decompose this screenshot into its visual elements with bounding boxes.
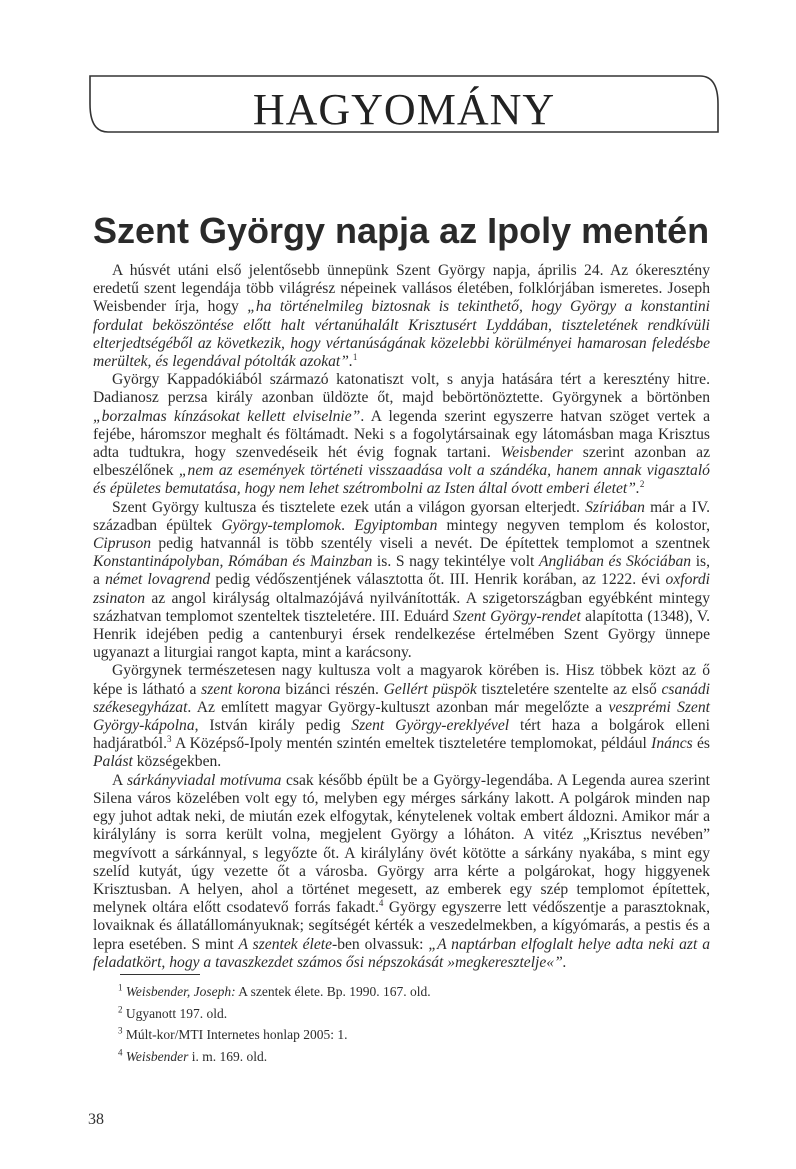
footnote-divider: [120, 974, 200, 975]
footnote-ref[interactable]: 2: [639, 479, 645, 490]
footnote: $^4$ Weisbender i. m. 169. old.: [118, 1047, 268, 1064]
footnote: $^3$ Múlt-kor/MTI Internetes honlap 2005: 1.: [118, 1025, 348, 1042]
footnote: $^2$ Ugyanott 197. old.: [118, 1004, 228, 1021]
paragraph-1: A húsvét utáni első jelentősebb ünnepünk Szent György napja, április 24. Az ókeresztény eredetű szent legendája több világrész népeinek vallásos életében, folklórjában ismeretes. Joseph Weisbender írja, hogy „ha történelmileg biztosnak is tekinthető, hogy György a konstantini fordulat beköszöntése előtt halt vértanúhalált Krisztusért Lyddában, tiszteletének rendkívüli elterjedtségéből az következik, hogy vértanúságának közelebbi körülményei hamarosan feledésbe merültek, és legendával pótolták azokat”.$^1$: [93, 262, 710, 371]
article-body: [93, 262, 710, 972]
page-number: 38: [88, 1111, 104, 1128]
paragraph-5: A sárkányviadal motívuma csak később épült be a György-legendába. A Legenda aurea szerint Silena város közelében volt egy tó, melyben egy mérges sárkány lakott. A polgárok minden nap egy juhot adtak neki, de miután ezek elfogytak, kénytelenek voltak embert áldozni. Amikor már a királylány is sorra került volna, megjelent György a lóháton. A vitéz „Krisztus nevében” megvívott a sárkánnyal, s legyőzte őt. A királylány övét kötötte a sárkány nyakába, s mint egy szelíd kutyát, úgy vezette őt a városba. György arra kérte a polgárokat, hogy higgyenek Krisztusban. A helyen, ahol a történet megesett, az emberek egy szép templomot építettek, melynek oltára előtt csodatevő forrás fakadt.$^4$ György egyszerre lett védőszentje a parasztoknak, lovaiknak és állatállományuknak; segítségét kérték a veszedelmekben, a kígyómarás, a pestis és a lepra esetében. S mint A szentek élete-ben olvassuk: „A naptárban elfoglalt helye adta neki azt a feladatkört, hogy a tavaszkezdet számos ősi népszokását »megkeresztelje«”.: [93, 771, 711, 971]
footnote-ref[interactable]: 3: [167, 734, 172, 745]
paragraph-2: György Kappadókiából származó katonatiszt volt, s anyja hatására tért a keresztény hitre. Dadianosz perzsa király azonban üldözte őt, majd bebörtönöztette. Györgynek a börtönben „borzalmas kínzásokat kellett elviselnie”. A legenda szerint egyszerre hatvan szöget vertek a fejébe, háromszor meghalt és föltámadt. Neki s a fogolytársainak egy látomásban maga Krisztus adta tudtukra, hogy szenvedéseik hét évig fognak tartani. Weisbender szerint azonban az elbeszélőnek „nem az események történeti visszaadása volt a szándéka, hanem annak vigasztaló és épületes bemutatása, hogy nem lehet szétrombolni az Isten által óvott emberi életet”.$^2$: [93, 371, 710, 498]
footnote-ref[interactable]: 1: [352, 351, 358, 362]
paragraph-3: Szent György kultusza és tisztelete ezek után a világon gyorsan elterjedt. Szíriában már a IV. században épültek György-templomok. Egyiptomban mintegy negyven templom és kolostor, Cipruson pedig hatvannál is több szentély viseli a nevét. De építettek templomot a szentnek Konstantinápolyban, Rómában és Mainzban is. S nagy tekintélye volt Angliában és Skóciában is, a német lovagrend pedig védőszentjének választotta őt. III. Henrik korában, az 1222. évi oxfordi zsinaton az angol királyság oltalmazójává nyilvánították. A szigetországban egyébként mintegy százhatvan templomot szenteltek tiszteletére. III. Eduárd Szent György-rendet alapította (1348), V. Henrik idejében pedig a cantenburyi érsek rendelkezése értelmében Szent György ünnepe ugyanazt a liturgiai rangot kapta, mint a karácsony.: [93, 498, 711, 662]
paragraph-4: Györgynek természetesen nagy kultusza volt a magyarok körében is. Hisz többek közt az ő képe is látható a szent korona bizánci részén. Gellért püspök tiszteletére szentelte az első csanádi székesegyházat. Az említett magyar György-kultuszt azonban már megelőzte a veszprémi Szent György-kápolna, István király pedig Szent György-ereklyével tért haza a bolgárok elleni hadjáratból.$^3$ A Középső-Ipoly mentén szintén emeltek tiszteletére templomokat, például Ináncs és Palást községekben.: [93, 662, 710, 771]
footnotes: [118, 981, 431, 1067]
footnote-ref[interactable]: 4: [378, 897, 384, 908]
section-title: HAGYOMÁNY: [252, 85, 556, 134]
footnote: $^1$ Weisbender, Joseph: A szentek élete. Bp. 1990. 167. old.: [118, 982, 431, 999]
article-title: Szent György napja az Ipoly mentén: [93, 210, 710, 251]
